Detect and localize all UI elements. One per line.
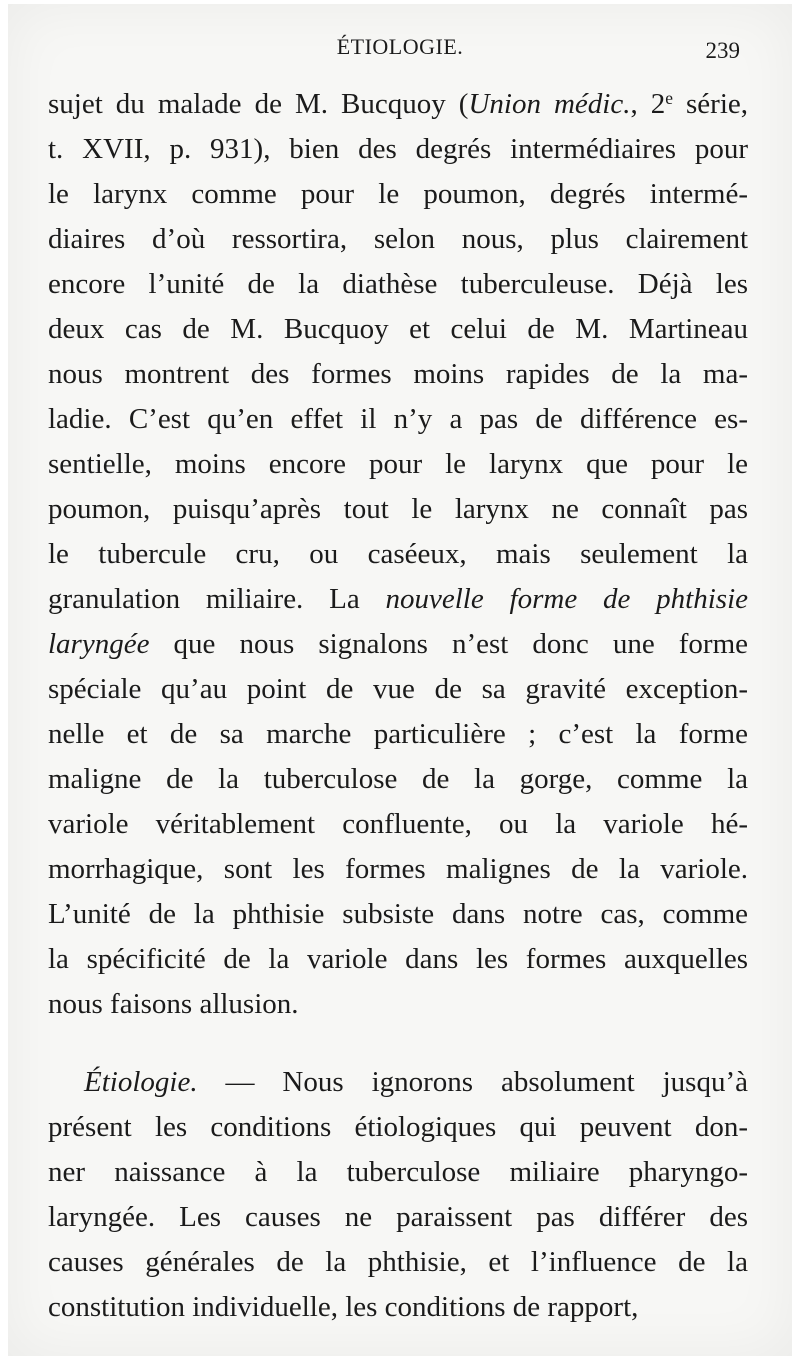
text-line: variole véritablement confluente, ou la variole hé- xyxy=(48,808,748,840)
paragraph-continuation xyxy=(48,82,748,1027)
text-line: présent les conditions étiologiques qui peuvent don- xyxy=(48,1111,748,1143)
text-line: diaires d’où ressortira, selon nous, plus clairement xyxy=(48,223,748,255)
section-heading: Étiologie. xyxy=(84,1066,198,1098)
page-number: 239 xyxy=(705,38,740,63)
text-line: encore l’unité de la diathèse tuberculeuse. Déjà les xyxy=(48,268,748,300)
text-line: L’unité de la phthisie subsiste dans notre cas, comme xyxy=(48,898,748,930)
text-line: spéciale qu’au point de vue de sa gravité exception- xyxy=(48,673,748,705)
section-heading-line: Étiologie. — Nous ignorons absolument jusqu’à xyxy=(84,1066,748,1098)
text-line: sujet du malade de M. Bucquoy (Union médic., 2e série, xyxy=(48,88,749,120)
text-line: constitution individuelle, les conditions de rapport, xyxy=(48,1291,639,1323)
text-line: laryngée. Les causes ne paraissent pas différer des xyxy=(48,1201,748,1233)
text-line: nelle et de sa marche particulière ; c’est la forme xyxy=(48,718,748,750)
text-line: sentielle, moins encore pour le larynx que pour le xyxy=(48,448,748,480)
text-line: granulation miliaire. La nouvelle forme de phthisie xyxy=(48,583,748,615)
text-line: t. XVII, p. 931), bien des degrés intermédiaires pour xyxy=(48,133,748,165)
text-line: maligne de la tuberculose de la gorge, comme la xyxy=(48,763,748,795)
text-line: morrhagique, sont les formes malignes de la variole. xyxy=(48,853,748,885)
paragraph-etiology xyxy=(48,1060,748,1330)
text-line: nous faisons allusion. xyxy=(48,988,299,1020)
text-line: causes générales de la phthisie, et l’influence de la xyxy=(48,1246,748,1278)
text-line: ner naissance à la tuberculose miliaire pharyngo- xyxy=(48,1156,748,1188)
text-line: le tubercule cru, ou caséeux, mais seulement la xyxy=(48,538,748,570)
text-line: ladie. C’est qu’en effet il n’y a pas de différence es- xyxy=(48,403,748,435)
text-line: la spécificité de la variole dans les formes auxquelles xyxy=(48,943,748,975)
text-line: deux cas de M. Bucquoy et celui de M. Martineau xyxy=(48,313,748,345)
running-head xyxy=(0,34,800,74)
text-line: laryngée que nous signalons n’est donc une forme xyxy=(48,628,748,660)
text-line: le larynx comme pour le poumon, degrés intermé- xyxy=(48,178,748,210)
text-line: poumon, puisqu’après tout le larynx ne connaît pas xyxy=(48,493,748,525)
text-line: nous montrent des formes moins rapides de la ma- xyxy=(48,358,748,390)
chapter-heading: ÉTIOLOGIE. xyxy=(336,34,464,59)
